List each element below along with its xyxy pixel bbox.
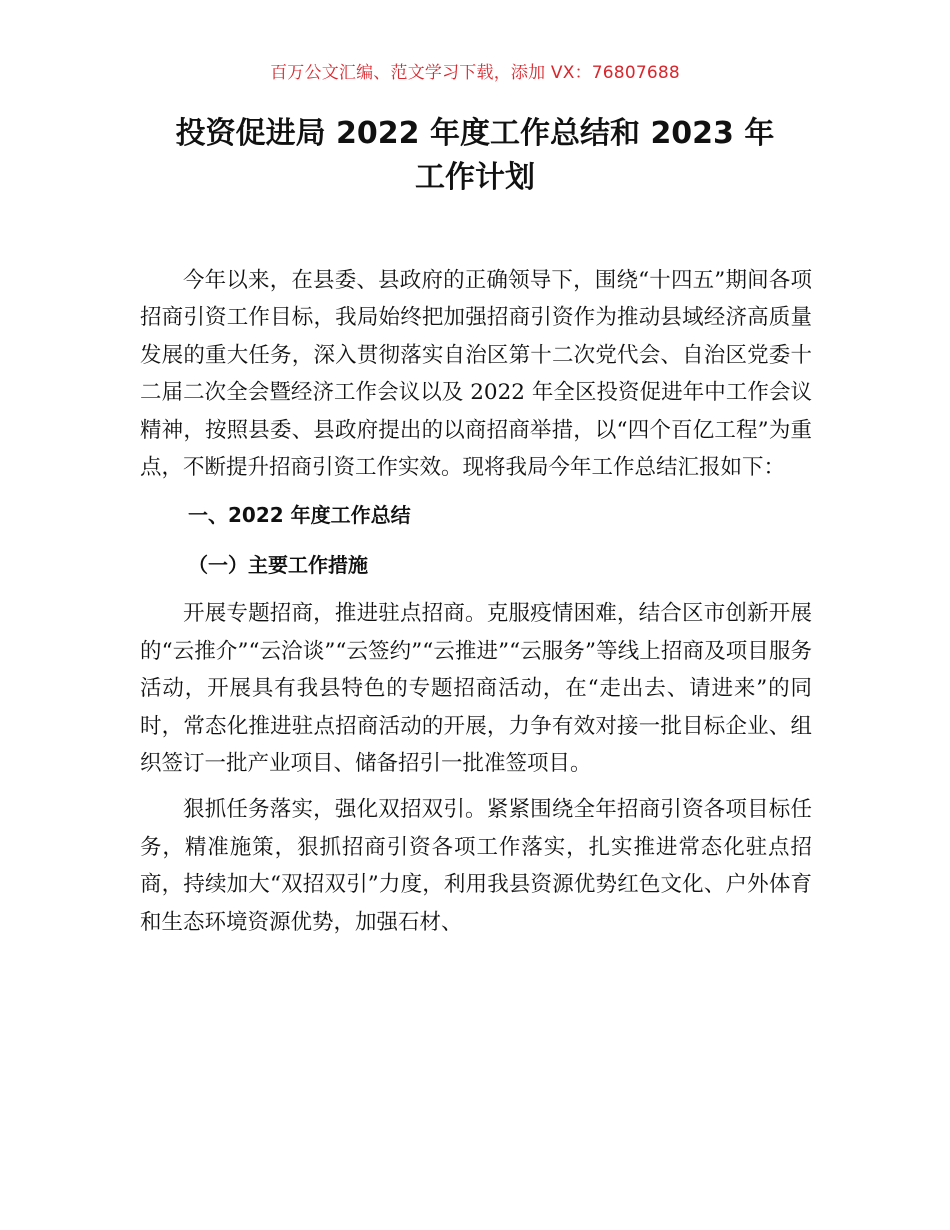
subsection-heading: （一）主要工作措施	[188, 553, 368, 578]
section-heading: 一、2022 年度工作总结	[188, 503, 411, 528]
document-title	[120, 112, 830, 200]
measure-paragraph-2: 狠抓任务落实，强化双招双引。紧紧围绕全年招商引资各项目标任务，精准施策，狠抓招商引资各项工作落实，扎实推进常态化驻点招商，持续加大“双招双引”力度，利用我县资源优势红色文化、户外体育和生态环境资源优势，加强石材、	[140, 797, 812, 935]
measure-paragraph-1: 开展专题招商，推进驻点招商。克服疫情困难，结合区市创新开展的“云推介”“云洽谈”“云签约”“云推进”“云服务”等线上招商及项目服务活动，开展具有我县特色的专题招商活动，在“走出去、请进来”的同时，常态化推进驻点招商活动的开展，力争有效对接一批目标企业、组织签订一批产业项目、储备招引一批准签项目。	[140, 601, 812, 777]
watermark-text: 百万公文汇编、范文学习下载，添加 VX：76807688	[270, 63, 680, 83]
title-line-1: 投资促进局 2022 年度工作总结和 2023 年	[175, 116, 775, 151]
title-line-2: 工作计划	[415, 160, 535, 195]
document-body	[140, 262, 812, 941]
intro-paragraph: 今年以来，在县委、县政府的正确领导下，围绕“十四五”期间各项招商引资工作目标，我局始终把加强招商引资作为推动县域经济高质量发展的重大任务，深入贯彻落实自治区第十二次党代会、自治区党委十二届二次全会暨经济工作会议以及 2022 年全区投资促进年中工作会议精神，按照县委、县政府提出的以商招商举措，以“四个百亿工程”为重点，不断提升招商引资工作实效。现将我局今年工作总结汇报如下：	[140, 268, 812, 481]
